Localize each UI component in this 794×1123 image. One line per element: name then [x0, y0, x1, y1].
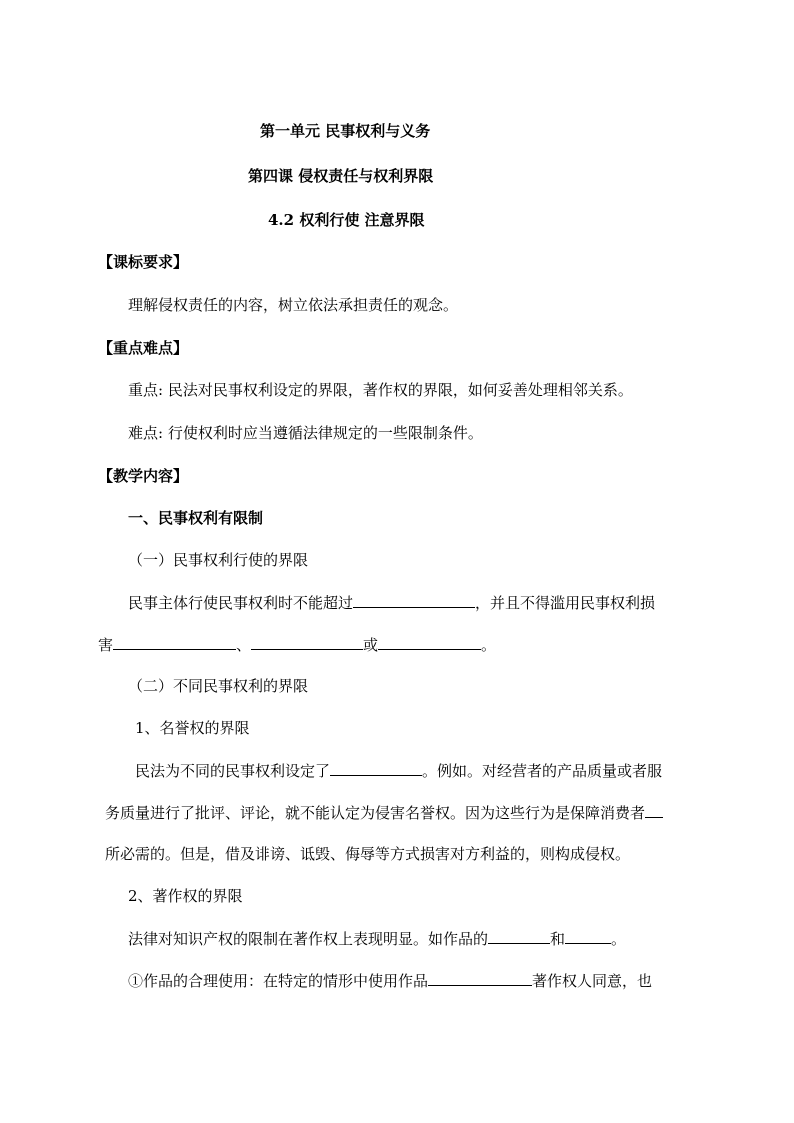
text-segment: 著作权人同意，也: [532, 972, 653, 990]
keypoints-heading: 【重点难点】: [98, 339, 189, 357]
text-segment: ，并且不得滥用民事权利损: [475, 594, 656, 612]
sub1-heading: （一）民事权利行使的界限: [128, 551, 309, 569]
lesson-title: 第四课 侵权责任与权利界限: [248, 167, 434, 185]
text-segment: 务质量进行了批评、评论，就不能认定为侵害名誉权。因为这些行为是保障消费者: [105, 804, 646, 822]
difficult-point-text: 难点: 行使权利时应当遵循法律规定的一些限制条件。: [128, 424, 483, 442]
paragraph-1: [128, 592, 655, 613]
fill-blank[interactable]: [645, 802, 663, 818]
text-segment: 民事主体行使民事权利时不能超过: [128, 594, 354, 612]
fill-blank[interactable]: [330, 760, 422, 776]
item1-heading: 1、名誉权的界限: [135, 719, 250, 737]
text-segment: 害: [98, 636, 114, 654]
text-segment: 或: [363, 636, 379, 654]
paragraph-5: 所必需的。但是，借及诽谤、诋毁、侮辱等方式损害对方利益的，则构成侵权。: [105, 845, 631, 863]
fill-blank[interactable]: [565, 928, 611, 944]
section-title: 4.2 权利行使 注意界限: [268, 211, 425, 229]
paragraph-7: [128, 970, 652, 991]
unit-title: 第一单元 民事权利与义务: [260, 122, 431, 140]
fill-blank[interactable]: [353, 592, 475, 608]
text-segment: 、: [236, 636, 252, 654]
text-segment: 。例如。对经营者的产品质量或者服: [422, 762, 663, 780]
paragraph-6: [128, 928, 626, 949]
content-heading: 【教学内容】: [98, 467, 189, 485]
paragraph-3: [135, 760, 662, 781]
paragraph-4: [105, 802, 663, 823]
fill-blank[interactable]: [113, 634, 236, 650]
sub2-heading: （二）不同民事权利的界限: [128, 677, 309, 695]
item2-heading: 2、著作权的界限: [128, 887, 243, 905]
text-segment: 民法为不同的民事权利设定了: [135, 762, 331, 780]
fill-blank[interactable]: [251, 634, 363, 650]
key-point-text: 重点: 民法对民事权利设定的界限，著作权的界限，如何妥善处理相邻关系。: [128, 381, 633, 399]
text-segment: 。: [481, 636, 497, 654]
text-segment: ①作品的合理使用：在特定的情形中使用作品: [128, 972, 429, 990]
standards-text: 理解侵权责任的内容，树立依法承担责任的观念。: [128, 296, 459, 314]
paragraph-2: [98, 634, 496, 655]
fill-blank[interactable]: [378, 634, 481, 650]
fill-blank[interactable]: [488, 928, 550, 944]
part1-heading: 一、民事权利有限制: [128, 509, 264, 527]
fill-blank[interactable]: [428, 970, 532, 986]
text-segment: 法律对知识产权的限制在著作权上表现明显。如作品的: [128, 930, 489, 948]
text-segment: 。: [611, 930, 627, 948]
text-segment: 和: [550, 930, 566, 948]
standards-heading: 【课标要求】: [98, 253, 189, 271]
